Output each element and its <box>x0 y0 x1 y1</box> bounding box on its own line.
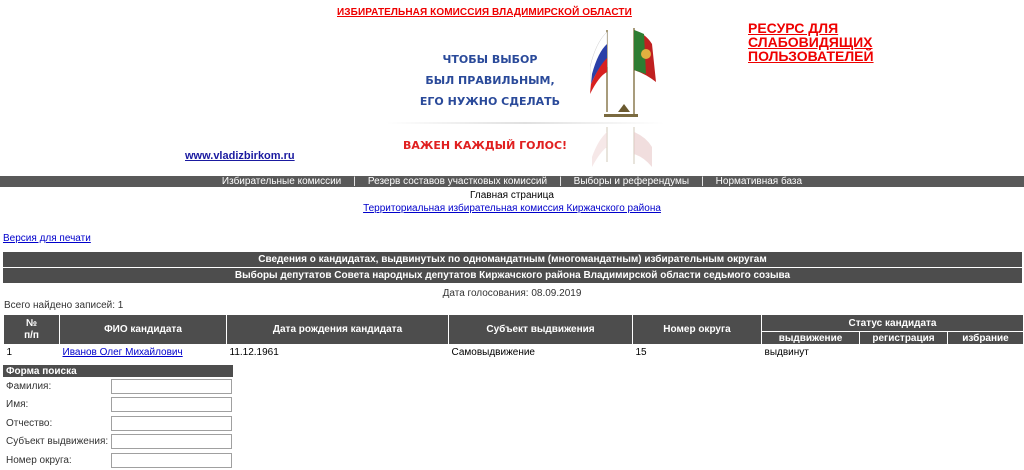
subject-field[interactable] <box>111 434 232 449</box>
form-row-lastname <box>3 377 233 396</box>
banner <box>385 22 665 172</box>
district-label: Номер округа: <box>6 454 72 466</box>
patronymic-field[interactable] <box>111 416 232 431</box>
records-count: Всего найдено записей: 1 <box>4 300 124 311</box>
banner-slogan <box>385 49 595 112</box>
nav-item-commissions[interactable]: Избирательные комиссии <box>221 176 342 187</box>
form-row-district <box>3 451 233 470</box>
column-header-name: ФИО кандидата <box>60 315 227 345</box>
column-header-registration: регистрация <box>860 332 948 345</box>
firstname-label: Имя: <box>6 399 29 411</box>
column-header-election: избрание <box>948 332 1024 345</box>
lastname-field[interactable] <box>111 379 232 394</box>
column-header-status: Статус кандидата <box>762 315 1024 332</box>
district-field[interactable] <box>111 453 232 468</box>
column-header-nomination: выдвижение <box>762 332 860 345</box>
candidate-link[interactable]: Иванов Олег Михайлович <box>62 347 183 359</box>
print-version-link[interactable]: Версия для печати <box>3 233 91 244</box>
breadcrumb <box>0 203 1024 214</box>
nav-separator: | <box>559 176 562 187</box>
patronymic-label: Отчество: <box>6 417 53 429</box>
search-form <box>3 365 233 470</box>
cell-subject: Самовыдвижение <box>451 347 535 359</box>
cell-name <box>60 345 227 361</box>
candidates-table <box>3 314 1024 361</box>
cell-registration <box>860 345 948 361</box>
election-heading: Выборы депутатов Совета народных депутатов Киржачского района Владимирской области седьмого созыва <box>3 268 1022 283</box>
subject-label: Субъект выдвижения: <box>6 436 109 448</box>
column-header-number <box>4 315 60 345</box>
banner-slogan-line: ЧТОБЫ ВЫБОР <box>442 53 538 66</box>
cell-nomination: выдвинут <box>764 347 809 359</box>
breadcrumb-commission-link[interactable]: Территориальная избирательная комиссия Киржачского района <box>363 203 661 214</box>
accessibility-link[interactable]: РЕСУРС ДЛЯ СЛАБОВИДЯЩИХ ПОЛЬЗОВАТЕЛЕЙ <box>748 20 874 64</box>
column-header-subject: Субъект выдвижения <box>449 315 633 345</box>
cell-election <box>948 345 1024 361</box>
nav-item-reserve[interactable]: Резерв составов участковых комиссий <box>367 176 548 187</box>
banner-slogan-line: БЫЛ ПРАВИЛЬНЫМ, <box>425 74 555 87</box>
nav-separator: | <box>353 176 356 187</box>
firstname-field[interactable] <box>111 397 232 412</box>
form-row-subject <box>3 433 233 452</box>
banner-slogan-line: ЕГО НУЖНО СДЕЛАТЬ <box>419 95 561 108</box>
cell-number: 1 <box>6 347 13 359</box>
nav-item-legal-base[interactable]: Нормативная база <box>715 176 803 187</box>
column-header-number-line: п/п <box>24 329 39 341</box>
nav-separator: | <box>701 176 704 187</box>
cell-district: 15 <box>635 347 647 359</box>
form-row-firstname <box>3 396 233 415</box>
nav-item-elections[interactable]: Выборы и референдумы <box>573 176 690 187</box>
main-nav <box>0 176 1024 187</box>
cell-birth: 11.12.1961 <box>229 347 279 359</box>
site-url-link[interactable]: www.vladizbirkom.ru <box>185 150 295 162</box>
column-header-birth: Дата рождения кандидата <box>227 315 449 345</box>
column-header-district: Номер округа <box>633 315 762 345</box>
vote-date: Дата голосования: 08.09.2019 <box>442 288 582 299</box>
search-form-title: Форма поиска <box>3 365 233 377</box>
flags-icon <box>590 22 665 172</box>
column-header-number-line: № <box>25 317 38 329</box>
lastname-label: Фамилия: <box>6 380 52 392</box>
commission-title-link[interactable]: ИЗБИРАТЕЛЬНАЯ КОМИССИЯ ВЛАДИМИРСКОЙ ОБЛАСТИ <box>337 7 632 18</box>
form-row-patronymic <box>3 414 233 433</box>
report-heading: Сведения о кандидатах, выдвинутых по одномандатным (многомандатным) избирательным округам <box>3 252 1022 267</box>
table-row <box>4 345 1024 361</box>
breadcrumb-home: Главная страница <box>470 190 554 201</box>
banner-highlight: ВАЖЕН КАЖДЫЙ ГОЛОС! <box>403 139 568 152</box>
